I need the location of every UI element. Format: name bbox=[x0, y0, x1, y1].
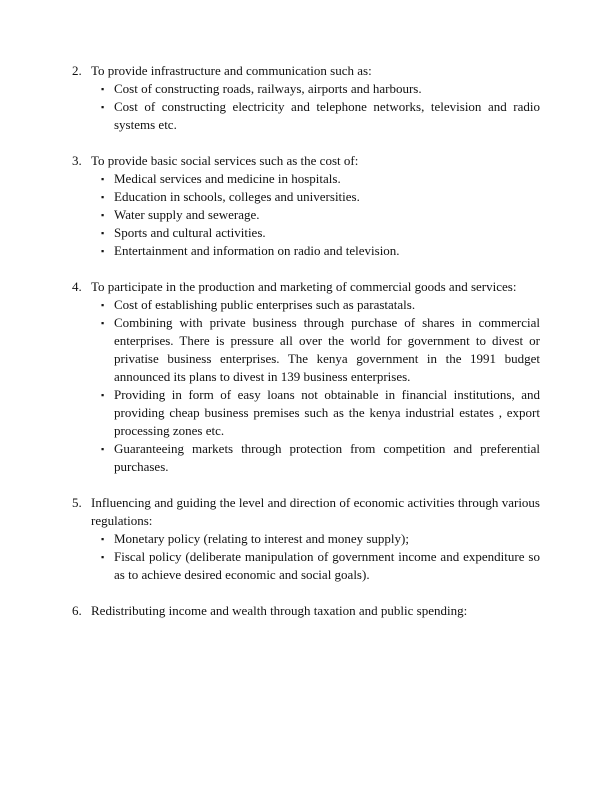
bullet-item-text: Water supply and sewerage. bbox=[114, 207, 260, 222]
bullet-item bbox=[101, 530, 540, 548]
bullet-item-text: Monetary policy (relating to interest and money supply); bbox=[114, 531, 409, 546]
list-item-text: To participate in the production and marketing of commercial goods and services: bbox=[91, 279, 517, 294]
bullet-item bbox=[101, 440, 540, 476]
bullet-item bbox=[101, 224, 540, 242]
bullet-list bbox=[101, 170, 540, 260]
list-item-number: 5. bbox=[72, 495, 82, 510]
list-item-text: To provide infrastructure and communication such as: bbox=[91, 63, 372, 78]
bullet-square-icon: ▪ bbox=[101, 228, 105, 238]
bullet-item-text: Guaranteeing markets through protection from competition and preferential purchases. bbox=[114, 441, 540, 474]
bullet-item-text: Cost of constructing roads, railways, airports and harbours. bbox=[114, 81, 422, 96]
list-item-number: 3. bbox=[72, 153, 82, 168]
bullet-item bbox=[101, 170, 540, 188]
bullet-square-icon: ▪ bbox=[101, 210, 105, 220]
bullet-square-icon: ▪ bbox=[101, 390, 105, 400]
bullet-item bbox=[101, 296, 540, 314]
numbered-list bbox=[72, 62, 540, 620]
bullet-item bbox=[101, 548, 540, 584]
bullet-item-text: Cost of constructing electricity and telephone networks, television and radio systems etc. bbox=[114, 99, 540, 132]
bullet-item-text: Medical services and medicine in hospitals. bbox=[114, 171, 341, 186]
list-item-number: 6. bbox=[72, 603, 82, 618]
bullet-item bbox=[101, 80, 540, 98]
list-item bbox=[72, 278, 540, 476]
bullet-item-text: Cost of establishing public enterprises such as parastatals. bbox=[114, 297, 416, 312]
bullet-item-text: Education in schools, colleges and universities. bbox=[114, 189, 360, 204]
bullet-item bbox=[101, 314, 540, 386]
bullet-item-text: Entertainment and information on radio and television. bbox=[114, 243, 400, 258]
bullet-item bbox=[101, 242, 540, 260]
list-item bbox=[72, 62, 540, 134]
bullet-square-icon: ▪ bbox=[101, 444, 105, 454]
bullet-square-icon: ▪ bbox=[101, 534, 105, 544]
bullet-item-text: Sports and cultural activities. bbox=[114, 225, 266, 240]
list-item bbox=[72, 494, 540, 584]
bullet-list bbox=[101, 80, 540, 134]
bullet-item bbox=[101, 188, 540, 206]
list-item-text: Redistributing income and wealth through taxation and public spending: bbox=[91, 603, 468, 618]
list-item bbox=[72, 152, 540, 260]
bullet-square-icon: ▪ bbox=[101, 552, 105, 562]
bullet-item bbox=[101, 206, 540, 224]
bullet-item-text: Fiscal policy (deliberate manipulation of government income and expenditure so as to achieve desired economic and social goals). bbox=[114, 549, 540, 582]
bullet-square-icon: ▪ bbox=[101, 174, 105, 184]
bullet-list bbox=[101, 296, 540, 476]
bullet-square-icon: ▪ bbox=[101, 192, 105, 202]
bullet-square-icon: ▪ bbox=[101, 84, 105, 94]
bullet-list bbox=[101, 530, 540, 584]
list-item-text: Influencing and guiding the level and direction of economic activities through various regulations: bbox=[91, 495, 540, 528]
bullet-square-icon: ▪ bbox=[101, 102, 105, 112]
list-item-number: 2. bbox=[72, 63, 82, 78]
list-item-number: 4. bbox=[72, 279, 82, 294]
list-item bbox=[72, 602, 540, 620]
bullet-item-text: Combining with private business through purchase of shares in commercial enterprises. There is pressure all over the world for government to divest or privatise business enterprises. The kenya government in the 1991 budget announced its plans to divest in 139 business enterprises. bbox=[114, 315, 540, 384]
bullet-square-icon: ▪ bbox=[101, 300, 105, 310]
bullet-item bbox=[101, 386, 540, 440]
bullet-square-icon: ▪ bbox=[101, 246, 105, 256]
bullet-square-icon: ▪ bbox=[101, 318, 105, 328]
bullet-item bbox=[101, 98, 540, 134]
list-item-text: To provide basic social services such as the cost of: bbox=[91, 153, 359, 168]
bullet-item-text: Providing in form of easy loans not obtainable in financial institutions, and providing cheap business premises such as the kenya industrial estates , export processing zones etc. bbox=[114, 387, 540, 438]
